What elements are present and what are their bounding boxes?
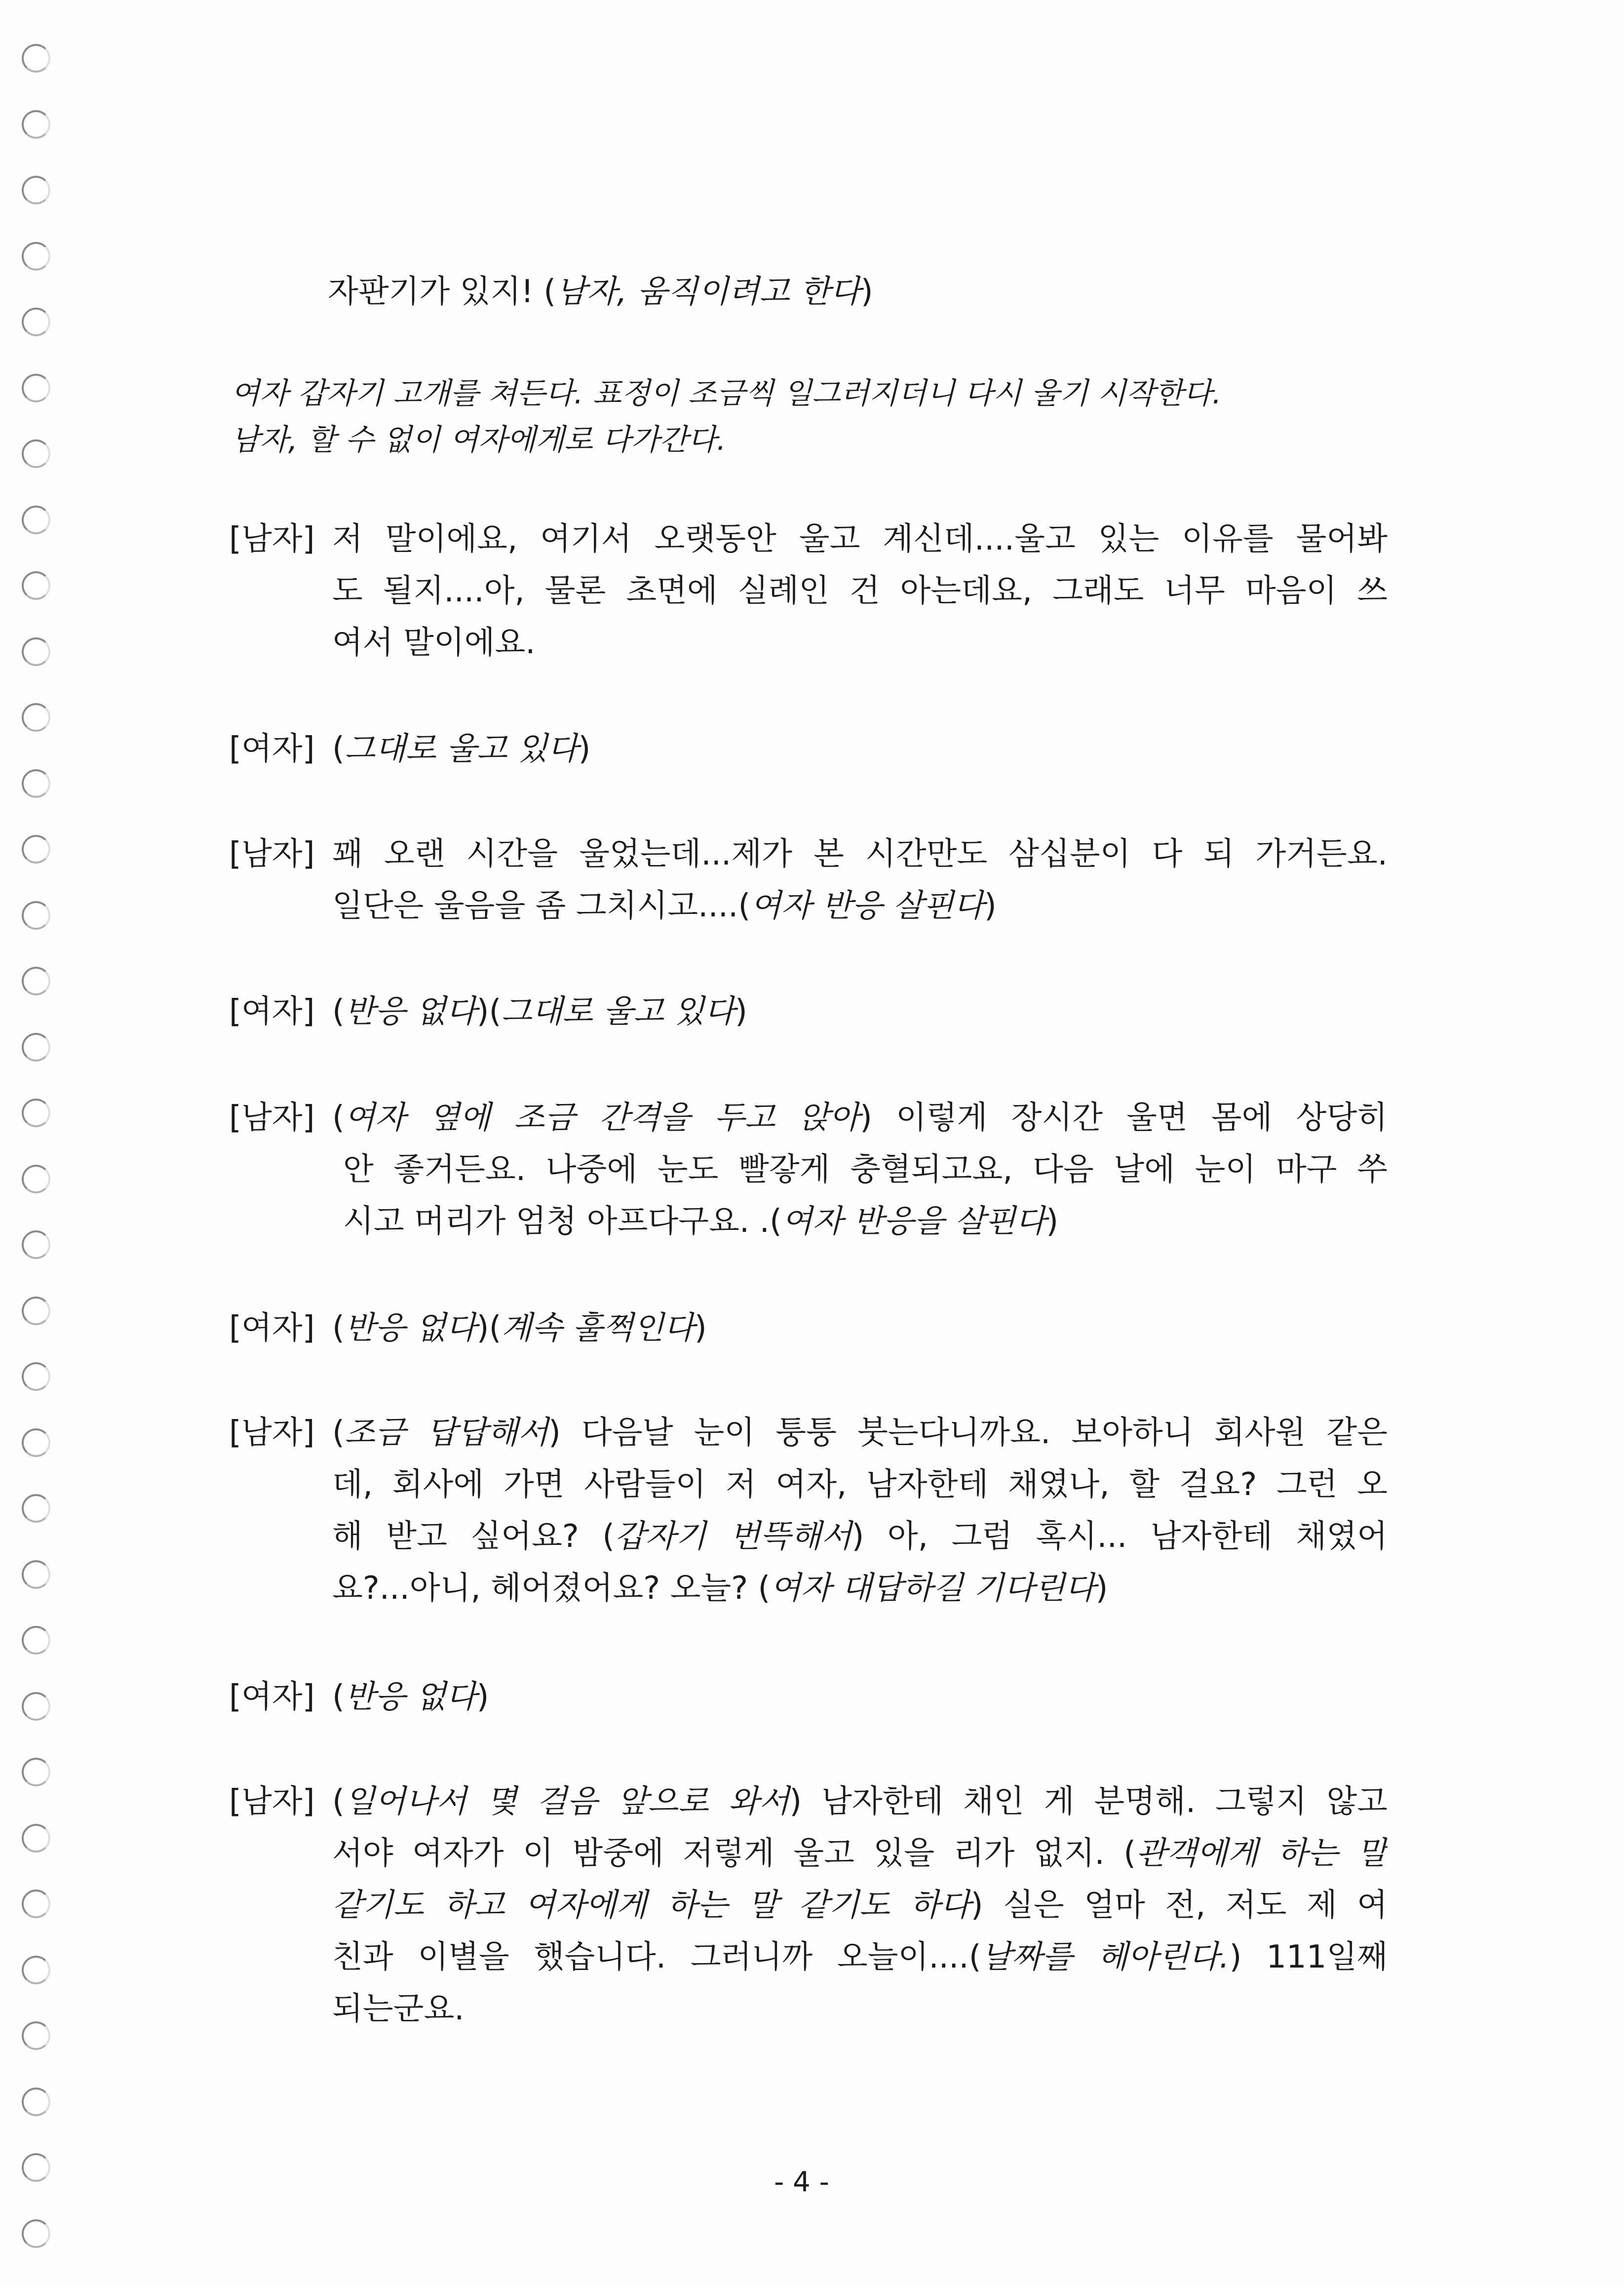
dialogue-text: 데, 회사에 가면 사람들이 저 여자, 남자한테 채였나, 할 걸요? 그런 오 bbox=[332, 1466, 1388, 1503]
binder-hole bbox=[22, 1626, 50, 1655]
dialogue-body bbox=[332, 828, 1388, 932]
stage-note: 일어나서 몇 걸음 앞으로 와서 bbox=[344, 1783, 790, 1820]
dialogue-text: 해 받고 싶어요? ( bbox=[332, 1518, 615, 1555]
page-number: - 4 - bbox=[774, 2166, 829, 2198]
dialogue-text: ) bbox=[694, 1310, 707, 1346]
dialogue-text: )( bbox=[476, 993, 502, 1030]
dialogue-text: ) bbox=[735, 993, 747, 1030]
dialogue-text: 일단은 울음을 좀 그치시고....( bbox=[332, 888, 751, 924]
dialogue-text: ( bbox=[332, 731, 345, 767]
dialogue-line bbox=[332, 565, 1388, 617]
dialogue-line bbox=[332, 1828, 1388, 1880]
binder-hole bbox=[22, 1297, 50, 1325]
speaker-label: [남자] bbox=[229, 521, 315, 557]
stage-note: 여자 반응을 살핀다 bbox=[781, 1203, 1046, 1240]
binder-hole bbox=[22, 1560, 50, 1589]
stage-note: 반응 없다 bbox=[344, 993, 477, 1030]
speaker-label: [남자] bbox=[229, 836, 315, 872]
binder-hole bbox=[22, 1494, 50, 1523]
dialogue-text: 요?...아니, 헤어졌어요? 오늘? ( bbox=[332, 1570, 771, 1607]
dialogue-line bbox=[332, 1092, 1388, 1144]
binder-hole bbox=[22, 1890, 50, 1918]
dialogue-text: ( bbox=[332, 1310, 345, 1346]
dialogue-line bbox=[332, 1459, 1388, 1511]
dialogue-text: 친과 이별을 했습니다. 그러니까 오늘이....( bbox=[332, 1939, 981, 1975]
dialogue-text: ) 111일째 bbox=[1229, 1939, 1388, 1975]
dialogue-text: 도 될지....아, 물론 초면에 실례인 건 아는데요, 그래도 너무 마음이 쓰 bbox=[332, 573, 1388, 609]
dialogue-line bbox=[332, 1671, 1388, 1723]
binder-hole bbox=[22, 1824, 50, 1853]
dialogue-text: ) bbox=[1095, 1570, 1108, 1607]
binder-hole bbox=[22, 2153, 50, 2182]
stage-note: 계속 훌쩍인다 bbox=[501, 1310, 695, 1346]
dialogue-text: ) 아, 그럼 혹시... 남자한테 채였어 bbox=[851, 1518, 1388, 1555]
dialogue-line bbox=[332, 880, 1388, 932]
dialogue-text: ) bbox=[1046, 1203, 1059, 1240]
dialogue-text: )( bbox=[476, 1310, 502, 1346]
binder-hole bbox=[22, 703, 50, 732]
dialogue-line bbox=[332, 723, 1388, 775]
stage-note: 반응 없다 bbox=[344, 1310, 477, 1346]
dialogue-line bbox=[332, 513, 1388, 565]
binder-hole bbox=[22, 1033, 50, 1062]
dialogue-text: ) 남자한테 채인 게 분명해. 그렇지 않고 bbox=[789, 1783, 1388, 1820]
dialogue-text: ) 다음날 눈이 퉁퉁 붓는다니까요. 보아하니 회사원 같은 bbox=[548, 1415, 1388, 1451]
dialogue-line bbox=[332, 828, 1388, 880]
dialogue-body bbox=[332, 513, 1388, 669]
binder-hole bbox=[22, 2088, 50, 2116]
stage-note: 반응 없다 bbox=[344, 1679, 477, 1715]
binder-hole bbox=[22, 1362, 50, 1391]
dialogue-line bbox=[332, 617, 1388, 669]
stage-note: 날짜를 헤아린다. bbox=[981, 1939, 1230, 1975]
dialogue-line bbox=[332, 1302, 1388, 1354]
binder-hole bbox=[22, 1099, 50, 1127]
dialogue-text: ) bbox=[476, 1679, 489, 1715]
dialogue-text: 저 말이에요, 여기서 오랫동안 울고 계신데....울고 있는 이유를 물어봐 bbox=[332, 521, 1388, 557]
dialogue-text: ( bbox=[332, 1415, 345, 1451]
stage-note: 관객에게 하는 말 bbox=[1136, 1835, 1388, 1872]
binder-hole bbox=[22, 2021, 50, 2050]
stage-note: 같기도 하고 여자에게 하는 말 같기도 하다 bbox=[332, 1887, 971, 1924]
dialogue-text: ) bbox=[578, 731, 591, 767]
dialogue-line bbox=[332, 1563, 1388, 1615]
dialogue-line bbox=[332, 986, 1388, 1038]
stage-note: 남자, 움직이려고 한다 bbox=[556, 274, 861, 310]
dialogue-body bbox=[332, 1776, 1388, 2035]
dialogue-text: 자판기가 있지! ( bbox=[328, 274, 556, 310]
binder-hole bbox=[22, 967, 50, 995]
dialogue-text: ) bbox=[984, 888, 997, 924]
binder-hole bbox=[22, 242, 50, 271]
speaker-label: [여자] bbox=[229, 993, 315, 1030]
stage-note: 갑자기 번뜩해서 bbox=[615, 1518, 852, 1555]
dialogue-text: ( bbox=[332, 1100, 345, 1136]
dialogue-body bbox=[332, 723, 1388, 775]
binder-hole bbox=[22, 110, 50, 139]
dialogue-line bbox=[332, 1144, 1388, 1196]
dialogue-line bbox=[332, 1511, 1388, 1563]
dialogue-body bbox=[332, 1302, 1388, 1354]
binder-hole bbox=[22, 1956, 50, 1984]
dialogue-text: 시고 머리가 엄청 아프다구요. .( bbox=[343, 1203, 782, 1240]
stage-note: 여자 옆에 조금 간격을 두고 앉아 bbox=[344, 1100, 860, 1136]
speaker-label: [남자] bbox=[229, 1415, 315, 1451]
dialogue-body bbox=[332, 1407, 1388, 1615]
binder-hole bbox=[22, 1165, 50, 1193]
binder-hole bbox=[22, 439, 50, 468]
dialogue-line bbox=[332, 1983, 1388, 2035]
dialogue-line bbox=[332, 1932, 1388, 1983]
binder-hole bbox=[22, 637, 50, 666]
binder-hole bbox=[22, 374, 50, 402]
stage-note: 그대로 울고 있다 bbox=[501, 993, 735, 1030]
stage-direction bbox=[231, 370, 1386, 463]
dialogue-line bbox=[332, 1196, 1388, 1248]
binder-hole bbox=[22, 308, 50, 336]
stage-direction-line: 여자 갑자기 고개를 쳐든다. 표정이 조금씩 일그러지더니 다시 울기 시작한다. bbox=[231, 376, 1222, 411]
dialogue-text: ( bbox=[332, 1783, 345, 1820]
binder-hole bbox=[22, 44, 50, 73]
speaker-label: [남자] bbox=[229, 1100, 315, 1136]
binder-hole bbox=[22, 901, 50, 930]
speaker-label: [여자] bbox=[229, 1679, 315, 1715]
stage-note: 여자 반응 살핀다 bbox=[750, 888, 984, 924]
dialogue-line bbox=[332, 1776, 1388, 1828]
dialogue-text: 여서 말이에요. bbox=[332, 625, 536, 661]
dialogue-text: ) 이렇게 장시간 울면 몸에 상당히 bbox=[860, 1100, 1388, 1136]
dialogue-text: 안 좋거든요. 나중에 눈도 빨갛게 충혈되고요, 다음 날에 눈이 마구 쑤 bbox=[343, 1151, 1388, 1188]
binder-hole bbox=[22, 506, 50, 534]
dialogue-body bbox=[332, 1092, 1388, 1248]
dialogue-line bbox=[332, 1880, 1388, 1932]
dialogue-text: 되는군요. bbox=[332, 1991, 464, 2027]
binder-hole bbox=[22, 1692, 50, 1721]
dialogue-body bbox=[332, 1671, 1388, 1723]
binder-hole bbox=[22, 571, 50, 600]
dialogue-line bbox=[332, 1407, 1388, 1459]
stage-note: 조금 답답해서 bbox=[344, 1415, 548, 1451]
dialogue-text: 서야 여자가 이 밤중에 저렇게 울고 있을 리가 없지. ( bbox=[332, 1835, 1136, 1872]
speaker-label: [남자] bbox=[229, 1783, 315, 1820]
binder-hole bbox=[22, 769, 50, 798]
dialogue-text: 꽤 오랜 시간을 울었는데...제가 본 시간만도 삼십분이 다 되 가거든요. bbox=[332, 836, 1388, 872]
speaker-label: [여자] bbox=[229, 731, 315, 767]
binder-hole bbox=[22, 835, 50, 864]
dialogue-text: ( bbox=[332, 993, 345, 1030]
opening-line bbox=[328, 266, 873, 318]
dialogue-text: ) 실은 얼마 전, 저도 제 여 bbox=[970, 1887, 1388, 1924]
speaker-label: [여자] bbox=[229, 1310, 315, 1346]
stage-note: 여자 대답하길 기다린다 bbox=[770, 1570, 1096, 1607]
binder-hole bbox=[22, 2219, 50, 2248]
stage-direction-line: 남자, 할 수 없이 여자에게로 다가간다. bbox=[231, 423, 726, 457]
stage-note: 그대로 울고 있다 bbox=[344, 731, 579, 767]
binder-hole bbox=[22, 1428, 50, 1457]
dialogue-text: ) bbox=[860, 274, 873, 310]
dialogue-text: ( bbox=[332, 1679, 345, 1715]
dialogue-body bbox=[332, 986, 1388, 1038]
binder-hole bbox=[22, 176, 50, 204]
binder-hole bbox=[22, 1758, 50, 1786]
binder-hole bbox=[22, 1230, 50, 1259]
